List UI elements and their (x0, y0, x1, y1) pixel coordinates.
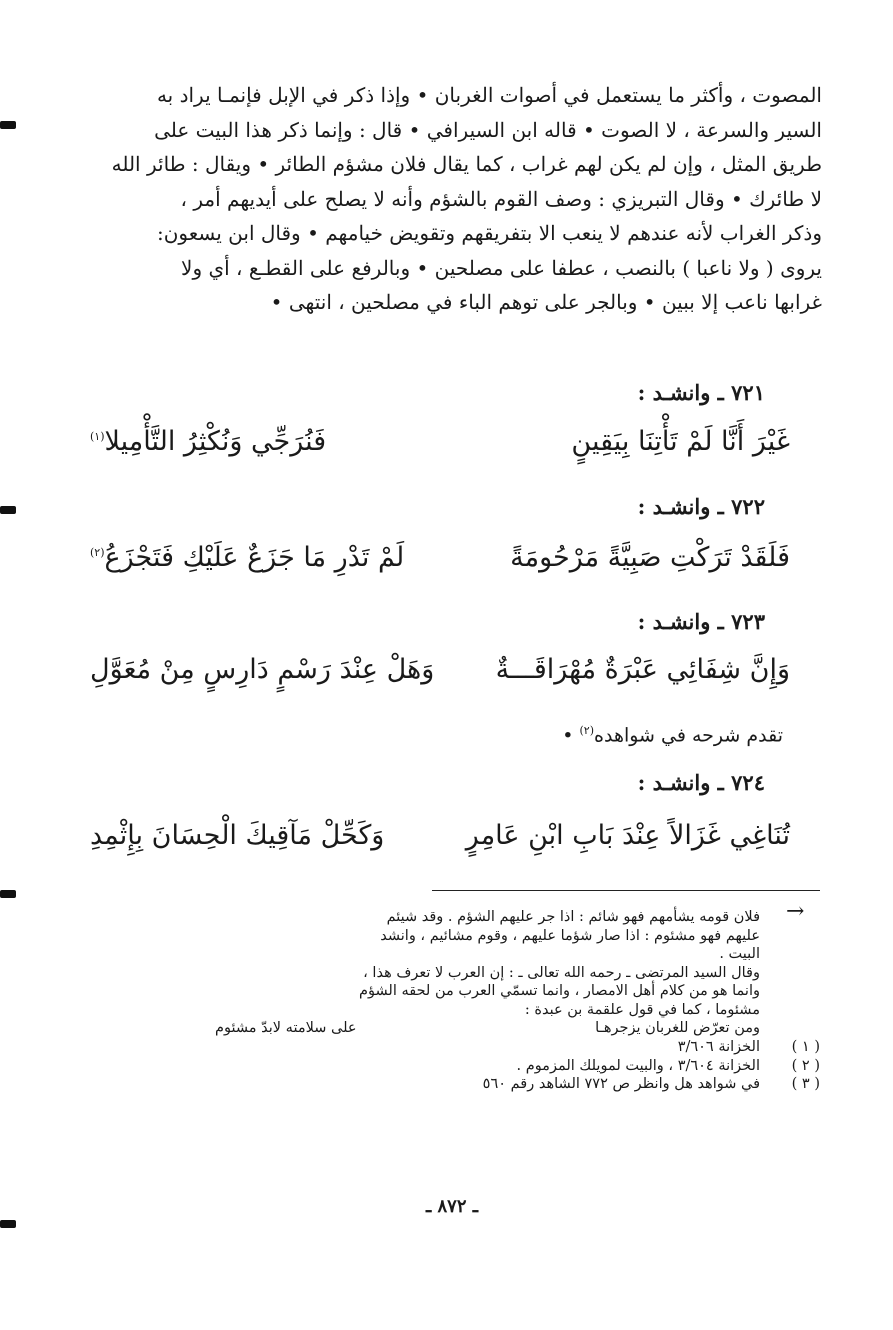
footnote-ref-3 (215, 1075, 820, 1094)
footnote-number: ( ١ ) (791, 1039, 820, 1055)
footnote-number: ( ٣ ) (791, 1076, 820, 1092)
verse-first-hemistich: تُنَاغِي غَزَالاً عِنْدَ بَابِ ابْنِ عَامِرٍ (465, 820, 790, 851)
footnotes (215, 908, 820, 1094)
margin-mark (0, 506, 16, 514)
footnote-number: ( ٢ ) (791, 1057, 820, 1074)
verse-first-hemistich: فَلَقَدْ تَرَكْتِ صَبِيَّةً مَرْحُومَةً (510, 542, 790, 573)
prose-line: يروى ( ولا ناعبا ) بالنصب ، عطفا على مصلحين • وبالرفع على القطـع ، أي ولا (181, 255, 822, 280)
verse-second-hemistich: لَمْ تَدْرِ مَا جَزَعٌ عَلَيْكِ فَتَجْزَعُ$^{(٢)}$ (90, 542, 405, 573)
footnote-line: عليهم فهو مشئوم : اذا صار شؤما عليهم ، وقوم مشائيم ، وانشد (380, 927, 760, 944)
footnote-marker: (٢) (90, 546, 105, 559)
footnote-verse (215, 1019, 760, 1038)
footnote-line: البيت . (719, 946, 760, 962)
prose-line: طريق المثل ، وإن لم يكن لهم غراب ، كما يقال فلان مشؤم الطائر • ويقال : طائر الله (111, 152, 822, 176)
footnote-separator (432, 890, 820, 891)
prose-line: وذكر الغراب لأنه عندهم لا ينعب الا بتفريقهم وتقويض خيامهم • وقال ابن يسعون: (156, 221, 822, 245)
footnote-text: في شواهد هل وانظر ص ٧٧٢ الشاهد رقم ٥٦٠ (482, 1076, 760, 1092)
prose-line: السير والسرعة ، لا الصوت • قاله ابن السيرافي • قال : وإنما ذكر هذا البيت على (154, 117, 822, 142)
footnote-verse-first: ومن تعرّض للغربان يزجرهـا (595, 1020, 760, 1036)
entry-heading-724: ٧٢٤ ـ وانشـد : (637, 770, 765, 795)
footnote-verse-second: على سلامته لابدّ مشئوم (215, 1020, 357, 1036)
margin-mark (0, 121, 16, 129)
footnote-ref-1 (215, 1038, 820, 1057)
verse-second-hemistich: فَنُرَجِّي وَنُكْثِرُ التَّأْمِيلا$^{(١)}$ (90, 426, 327, 457)
footnote-marker: (٢) (579, 724, 595, 737)
prose-line: غرابها ناعب إلا ببين • وبالجر على توهم الباء في مصلحين ، انتهى • (270, 290, 822, 314)
prose-line: المصوت ، وأكثر ما يستعمل في أصوات الغربان • وإذا ذكر في الإبل فإنمـا يراد به (156, 83, 822, 107)
commentary-paragraph (70, 78, 822, 320)
entry-heading-723: ٧٢٣ ـ وانشـد : (637, 609, 765, 634)
verse-first-hemistich: غَيْرَ أَنَّا لَمْ تَأْتِنَا بِيَقِينٍ (571, 426, 790, 457)
cross-reference-note: تقدم شرحه في شواهده$^{(٢)}$ • (562, 724, 783, 747)
footnote-text: الخزانة ٣/٦٠٦ (677, 1039, 760, 1055)
footnote-text: الخزانة ٣/٦٠٤ ، والبيت لمويلك المزموم . (516, 1057, 760, 1074)
verse-second-hemistich: وَهَلْ عِنْدَ رَسْمٍ دَارِسٍ مِنْ مُعَوَّلِ (90, 654, 435, 685)
entry-heading-721: ٧٢١ ـ وانشـد : (637, 380, 765, 405)
verse-722 (90, 542, 790, 590)
prose-line: لا طائرك • وقال التبريزي : وصف القوم بالشؤم وأنه لا يصلح على أيديهم أمر ، (180, 186, 822, 211)
footnote-line: فلان قومه يشأمهم فهو شائم : اذا جر عليهم الشؤم . وقد شيئم (386, 909, 760, 925)
verse-second-hemistich: وَكَحِّلْ مَآقِيكَ الْحِسَانَ بِإِثْمِدِ (90, 820, 385, 851)
footnote-marker: (١) (90, 430, 105, 443)
continuation-arrow-icon: → (786, 899, 805, 924)
footnote-ref-2 (215, 1057, 820, 1076)
entry-heading-722: ٧٢٢ ـ وانشـد : (637, 494, 765, 519)
footnote-line: وانما هو من كلام أهل الامصار ، وانما تسمّي العرب من لحقه الشؤم (359, 983, 760, 999)
verse-723 (90, 654, 790, 702)
margin-mark (0, 1220, 16, 1228)
page-number: ـ ٨٧٢ ـ (425, 1196, 479, 1217)
verse-first-hemistich: وَإِنَّ شِفَائِي عَبْرَةٌ مُهْرَاقَـــةٌ (495, 654, 790, 685)
verse-721 (90, 426, 790, 474)
footnote-line: وقال السيد المرتضى ـ رحمه الله تعالى ـ : إن العرب لا تعرف هذا ، (363, 964, 760, 981)
footnote-line: مشئوما ، كما في قول علقمة بن عبدة : (524, 1001, 760, 1018)
margin-mark (0, 890, 16, 898)
verse-724 (90, 820, 790, 868)
